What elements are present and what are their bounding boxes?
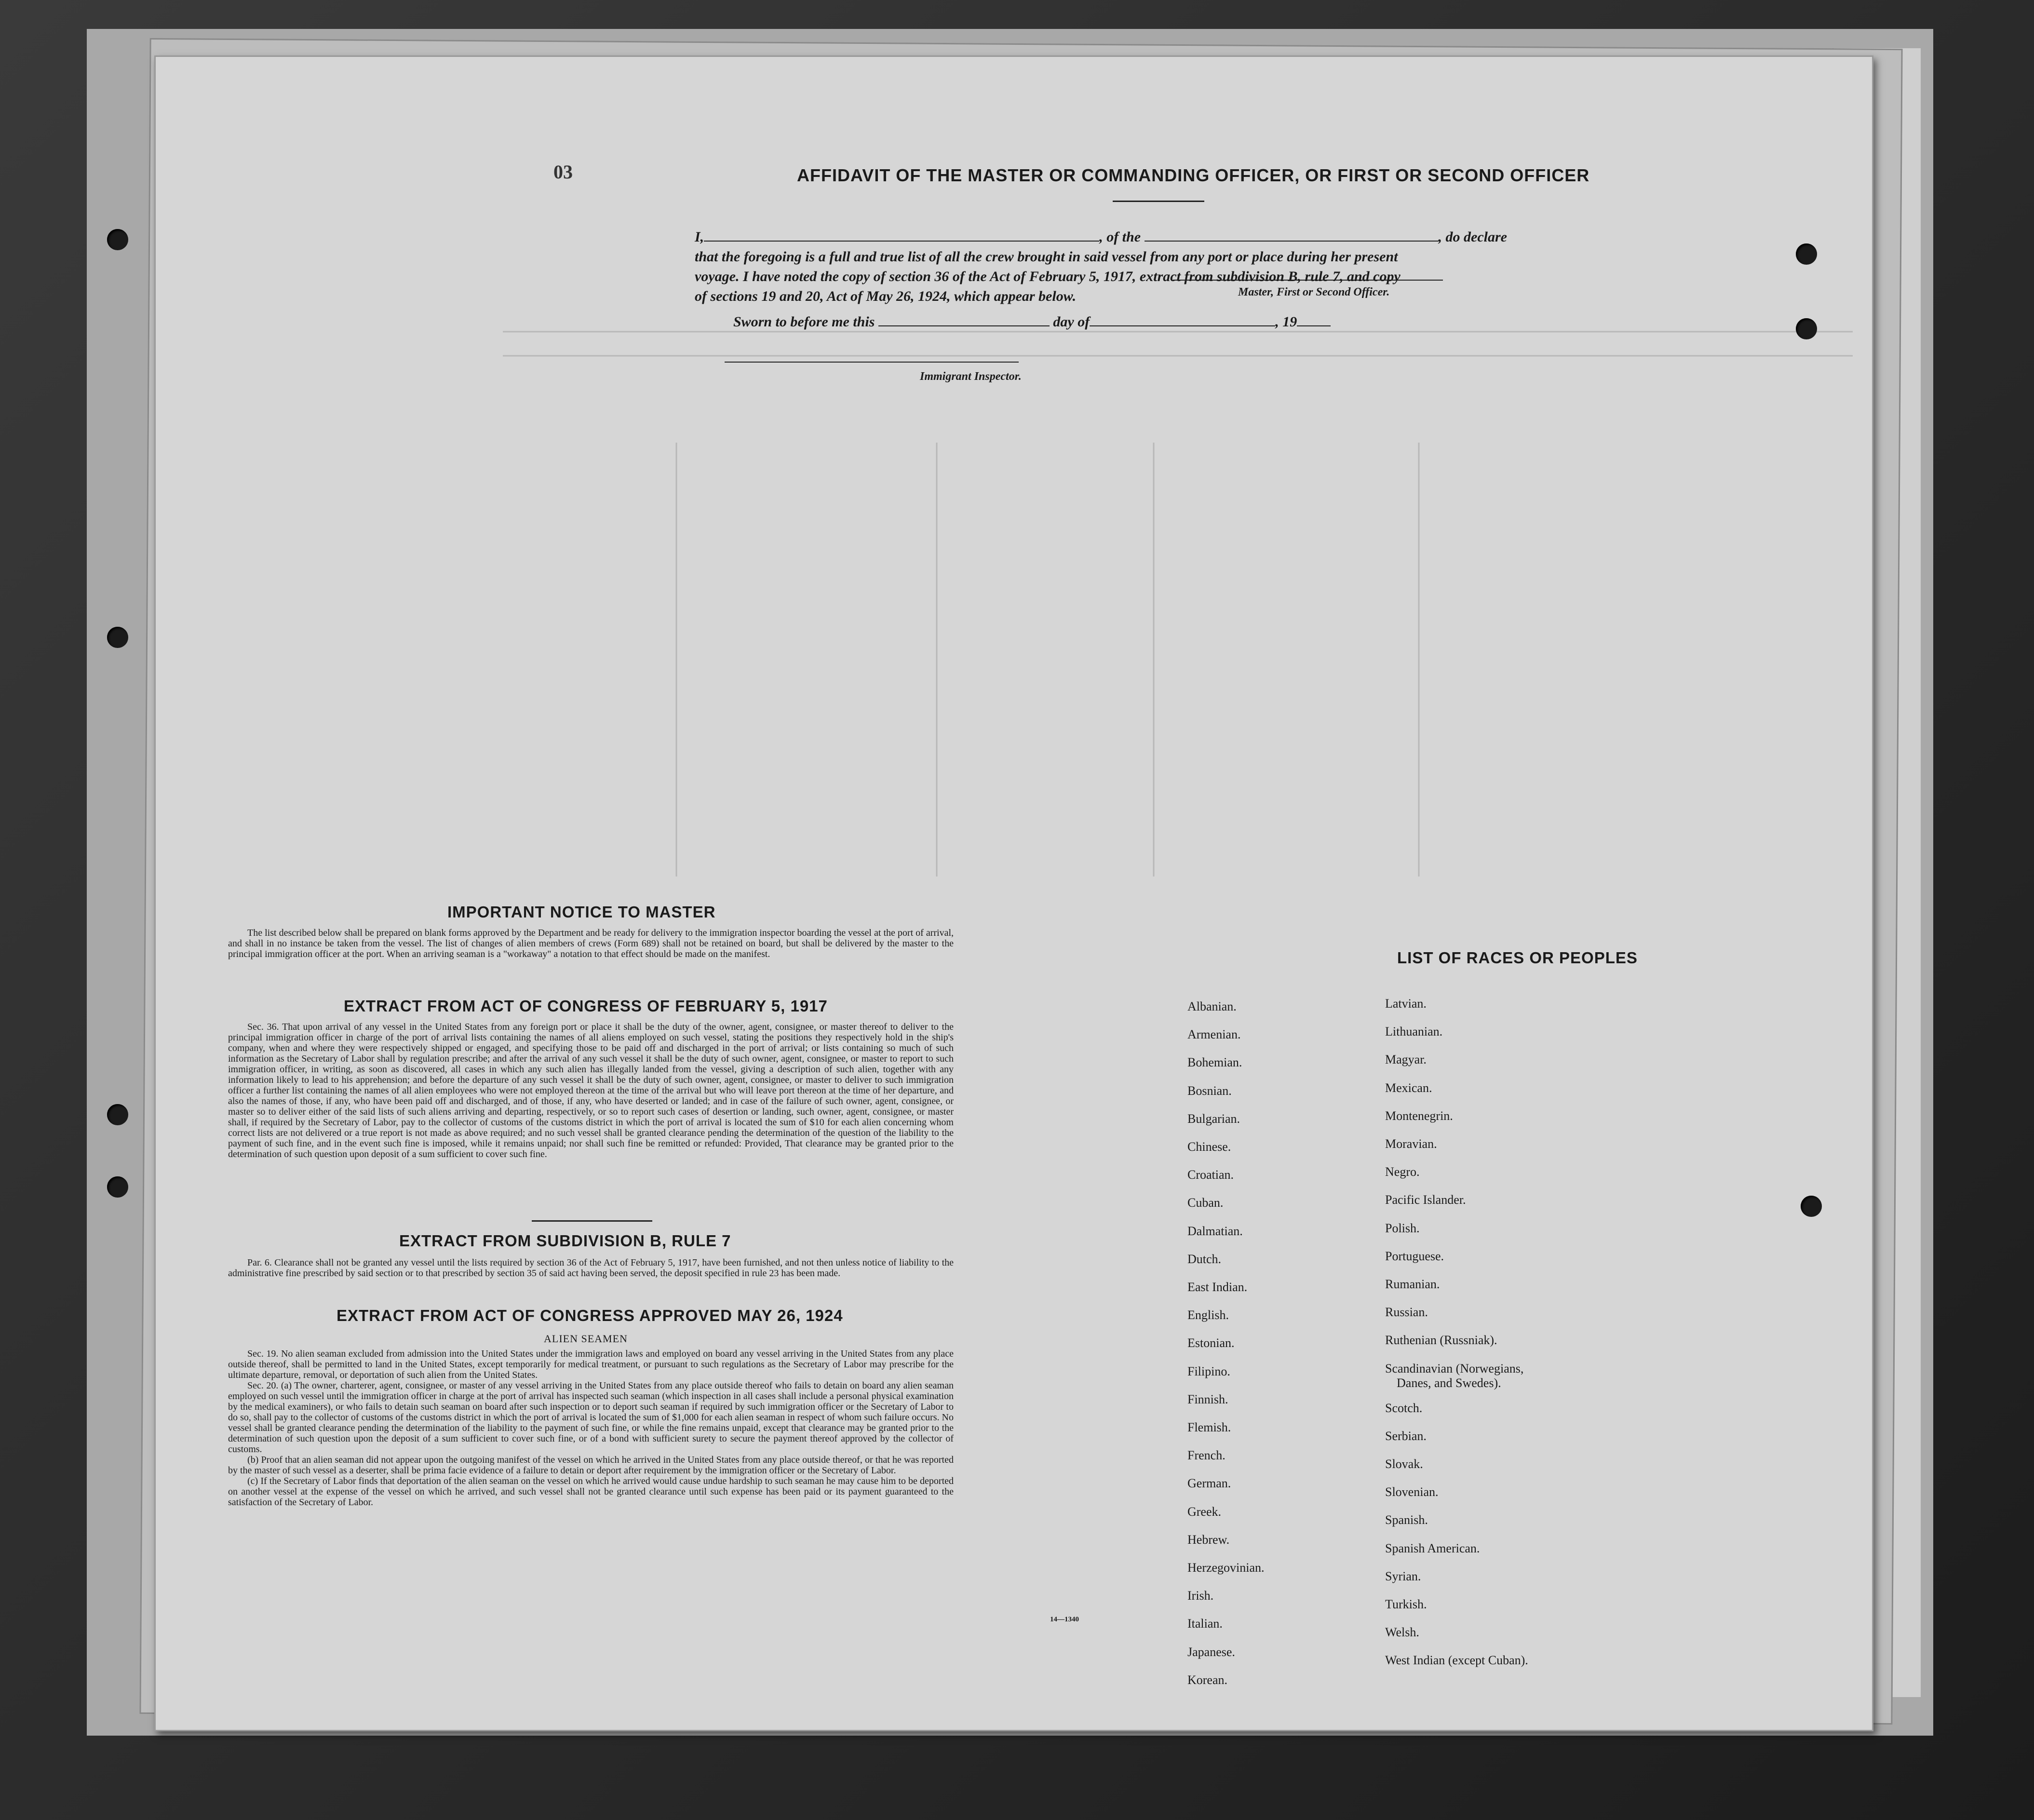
sec-20a-paragraph: Sec. 20. (a) The owner, charterer, agent, consignee, or master of any vessel arriving in the United States from any place outside thereof who fails to detain on board any alien seaman employed on such vessel until the immigration officer in charge at the port of arrival has inspected such seaman (which inspection in all cases shall include a personal physical examination by the medical examiners), or who fails to detain such seaman on board after such inspection or to deport such seaman if required by such immigration officer or the Secretary of Labor to do so, shall pay to the collector of customs of the customs district in which the port of arrival is located the sum of $1,000 for each alien seaman in respect of whom such failure occurs. No vessel shall be granted clearance pending the determination of the liability to the payment of such fine, or while the fine remains unpaid, except that clearance may be granted prior to the determination of such question upon the deposit of a sum sufficient to cover such fine, or of a bond with sufficient surety to secure the payment thereof approved by the collector of customs. [228, 1380, 954, 1455]
race-item: Estonian. [1187, 1336, 1235, 1350]
race-item: Armenian. [1187, 1027, 1241, 1042]
inspector-label: Immigrant Inspector. [920, 370, 1022, 383]
race-item: Magyar. [1385, 1052, 1427, 1067]
race-item: German. [1187, 1476, 1231, 1491]
affidavit-i: I, [695, 229, 704, 245]
affidavit-of-the: , of the [1099, 229, 1141, 245]
race-item: Welsh. [1385, 1625, 1419, 1640]
punch-hole-icon [1796, 318, 1817, 339]
notice-title: IMPORTANT NOTICE TO MASTER [447, 903, 716, 921]
race-item: Bulgarian. [1187, 1111, 1240, 1126]
race-item: Scotch. [1385, 1401, 1423, 1415]
day-blank [878, 315, 1050, 326]
title-underline [1113, 201, 1204, 202]
race-item: East Indian. [1187, 1280, 1248, 1294]
race-item: English. [1187, 1308, 1229, 1322]
affidavit-title: AFFIDAVIT OF THE MASTER OR COMMANDING OFFICER, OR FIRST OR SECOND OFFICER [797, 165, 1590, 185]
alien-seamen-subtitle: ALIEN SEAMEN [544, 1333, 628, 1345]
affidavit-line-4: of sections 19 and 20, Act of May 26, 1924, which appear below. [695, 288, 1077, 304]
race-item: Lithuanian. [1385, 1025, 1443, 1039]
sec-19-paragraph: Sec. 19. No alien seaman excluded from admission into the United States under the immigration laws and employed on board any vessel arriving in the United States from any place outside thereof, shall be permitted to land in the United States, except temporarily for medical treatment, or pursuant to such regulations as the Secretary of Labor may prescribe for the ultimate departure, removal, or deportation of such alien from the United States. [228, 1348, 954, 1380]
race-item: Portuguese. [1385, 1249, 1444, 1263]
notice-paragraph: The list described below shall be prepared on blank forms approved by the Department and be ready for delivery to the immigration inspector boarding the vessel at the port of arrival, and shall in no instance be taken from the vessel. The list of changes of alien members of crews (Form 689) shall not be retained on board, but shall be delivered by the master to the principal immigration officer at the port. When an arriving seaman is a "workaway" a notation to that effect should be made on the manifest. [228, 928, 954, 959]
section-divider [532, 1220, 652, 1222]
punch-hole-icon [107, 627, 128, 648]
notice-body [228, 928, 954, 959]
race-item: Filipino. [1187, 1364, 1230, 1378]
sec-20b-paragraph: (b) Proof that an alien seaman did not appear upon the outgoing manifest of the vessel on which he arrived in the United States from any place outside thereof, or that he was reported by the master of such vessel as a deserter, shall be prima facie evidence of a failure to detain or deport after requirement by the immigration officer or the Secretary of Labor. [228, 1455, 954, 1476]
race-item: Turkish. [1385, 1597, 1427, 1611]
name-blank [704, 230, 1099, 242]
race-item: Spanish. [1385, 1513, 1428, 1527]
extract-1924-body [228, 1348, 954, 1508]
race-item: Negro. [1385, 1165, 1420, 1179]
race-item: Korean. [1187, 1672, 1228, 1687]
race-item: Moravian. [1385, 1137, 1437, 1151]
form-number: 14—1340 [1050, 1616, 1079, 1623]
race-item: Slovak. [1385, 1457, 1423, 1471]
race-item: Chinese. [1187, 1140, 1231, 1154]
race-item: Latvian. [1385, 997, 1427, 1011]
affidavit-line-1 [695, 229, 1507, 245]
race-item: West Indian (except Cuban). [1385, 1653, 1528, 1668]
race-item: Scandinavian (Norwegians, [1385, 1361, 1524, 1375]
race-item: Danes, and Swedes). [1397, 1375, 1501, 1390]
year-prefix: , 19 [1275, 314, 1297, 330]
race-item: Montenegrin. [1385, 1108, 1453, 1123]
race-item: Italian. [1187, 1617, 1223, 1631]
punch-hole-icon [107, 1104, 128, 1125]
punch-hole-icon [1796, 243, 1817, 265]
race-item: Dalmatian. [1187, 1224, 1243, 1238]
race-item: Irish. [1187, 1589, 1214, 1603]
race-item: Albanian. [1187, 999, 1237, 1013]
manifest-page [154, 55, 1873, 1731]
master-signature-line [1173, 280, 1443, 281]
race-item: Pacific Islander. [1385, 1193, 1466, 1207]
race-item: Hebrew. [1187, 1532, 1230, 1547]
race-item: Dutch. [1187, 1252, 1222, 1266]
race-item: French. [1187, 1448, 1226, 1463]
race-item: Greek. [1187, 1504, 1222, 1519]
race-item: Ruthenian (Russniak). [1385, 1333, 1497, 1348]
sec-20c-paragraph: (c) If the Secretary of Labor finds that deportation of the alien seaman on the vessel on which he arrived would cause undue hardship to such seaman he may cause him to be deported on another vessel at the expense of the vessel on which he arrived, and such vessel shall not be granted clearance until such expense has been paid or its payment guaranteed to the satisfaction of the Secretary of Labor. [228, 1476, 954, 1508]
affidavit-line-2: that the foregoing is a full and true list of all the crew brought in said vessel from any port or place during her present [695, 249, 1398, 265]
race-item: Bosnian. [1187, 1083, 1232, 1098]
race-item: Herzegovinian. [1187, 1561, 1265, 1575]
races-title: LIST OF RACES OR PEOPLES [1397, 949, 1638, 967]
subdivision-b-body [228, 1257, 954, 1279]
race-item: Syrian. [1385, 1569, 1421, 1583]
sworn-line [733, 314, 1331, 330]
affidavit-line-3: voyage. I have noted the copy of section 36 of the Act of February 5, 1917, extract from subdivision B, rule 7, and copy [695, 269, 1401, 284]
race-item: Finnish. [1187, 1392, 1228, 1406]
race-item: Slovenian. [1385, 1485, 1439, 1499]
race-item: Polish. [1385, 1221, 1420, 1235]
punch-hole-icon [107, 1176, 128, 1198]
extract-1917-body [228, 1022, 954, 1159]
race-item: Croatian. [1187, 1168, 1234, 1182]
race-item: Cuban. [1187, 1196, 1224, 1210]
punch-hole-icon [107, 229, 128, 250]
race-item: Bohemian. [1187, 1055, 1242, 1070]
race-item: Spanish American. [1385, 1541, 1480, 1555]
corner-mark: 03 [553, 161, 573, 183]
affidavit-declare: , do declare [1438, 229, 1507, 245]
par-6-paragraph: Par. 6. Clearance shall not be granted any vessel until the lists required by section 36 of the Act of February 5, 1917, have been furnished, and not then unless notice of liability to the administrative fine prescribed by said section or to that prescribed by section 35 of said act having been served, the deposit specified in rule 23 has been made. [228, 1257, 954, 1279]
subdivision-b-title: EXTRACT FROM SUBDIVISION B, RULE 7 [399, 1232, 731, 1250]
race-item: Flemish. [1187, 1420, 1231, 1434]
extract-1917-title: EXTRACT FROM ACT OF CONGRESS OF FEBRUARY 5, 1917 [344, 997, 828, 1015]
inspector-signature-line [725, 362, 1019, 363]
race-item: Serbian. [1385, 1429, 1427, 1443]
master-label: Master, First or Second Officer. [1238, 286, 1390, 298]
vessel-blank [1145, 230, 1439, 242]
race-item: Japanese. [1187, 1645, 1235, 1659]
race-item: Rumanian. [1385, 1277, 1440, 1291]
sworn-text: Sworn to before me this [733, 314, 875, 330]
race-item: Russian. [1385, 1305, 1428, 1320]
month-blank [1090, 315, 1275, 326]
day-of-text: day of [1053, 314, 1090, 330]
extract-1924-title: EXTRACT FROM ACT OF CONGRESS APPROVED MAY 26, 1924 [337, 1307, 843, 1324]
race-item: Mexican. [1385, 1080, 1432, 1095]
section-36-paragraph: Sec. 36. That upon arrival of any vessel in the United States from any foreign port or place it shall be the duty of the owner, agent, consignee, or master thereof to deliver to the principal immigration officer in charge of the port of arrival lists containing the names of all aliens employed on such vessel, stating the positions they respectively hold in the ship's company, when and where they were respectively shipped or engaged, and specifying those to be paid off and discharged in the port of arrival; or lists containing so much of such information as the Secretary of Labor shall by regulation prescribe; and after the arrival of any such vessel it shall be the duty of such owner, agent, consignee, or master to report to such immigration officer, in writing, as soon as discovered, all cases in which any such alien has illegally landed from the vessel, giving a description of such alien, together with any information likely to lead to his apprehension; and before the departure of any such vessel it shall be the duty of such owner, agent, consignee, or master to deliver to such immigration officer a further list containing the names of all alien employees who were not employed thereon at the time of the arrival but who will leave port thereon at the time of her departure, and also the names of those, if any, who have been paid off and discharged, and of those, if any, who have deserted or landed; and in case of the failure of such owner, agent, consignee, or master so to deliver either of the said lists of such aliens arriving and departing, respectively, or so to report such cases of desertion or landing, such owner, agent, consignee, or master shall, if required by the Secretary of Labor, pay to the collector of customs of the customs district in which the port of arrival is located the sum of $10 for each alien concerning whom correct lists are not delivered or a true report is not made as above required; and no such vessel shall be granted clearance pending the determination of the question of the liability to the payment of such fine, and in the event such fine is imposed, while it remains unpaid; nor shall such fine be remitted or refunded: Provided, That clearance may be granted prior to the determination of such question upon deposit of a sum sufficient to cover such fine. [228, 1022, 954, 1159]
year-blank [1297, 315, 1331, 326]
punch-hole-icon [1801, 1196, 1822, 1217]
